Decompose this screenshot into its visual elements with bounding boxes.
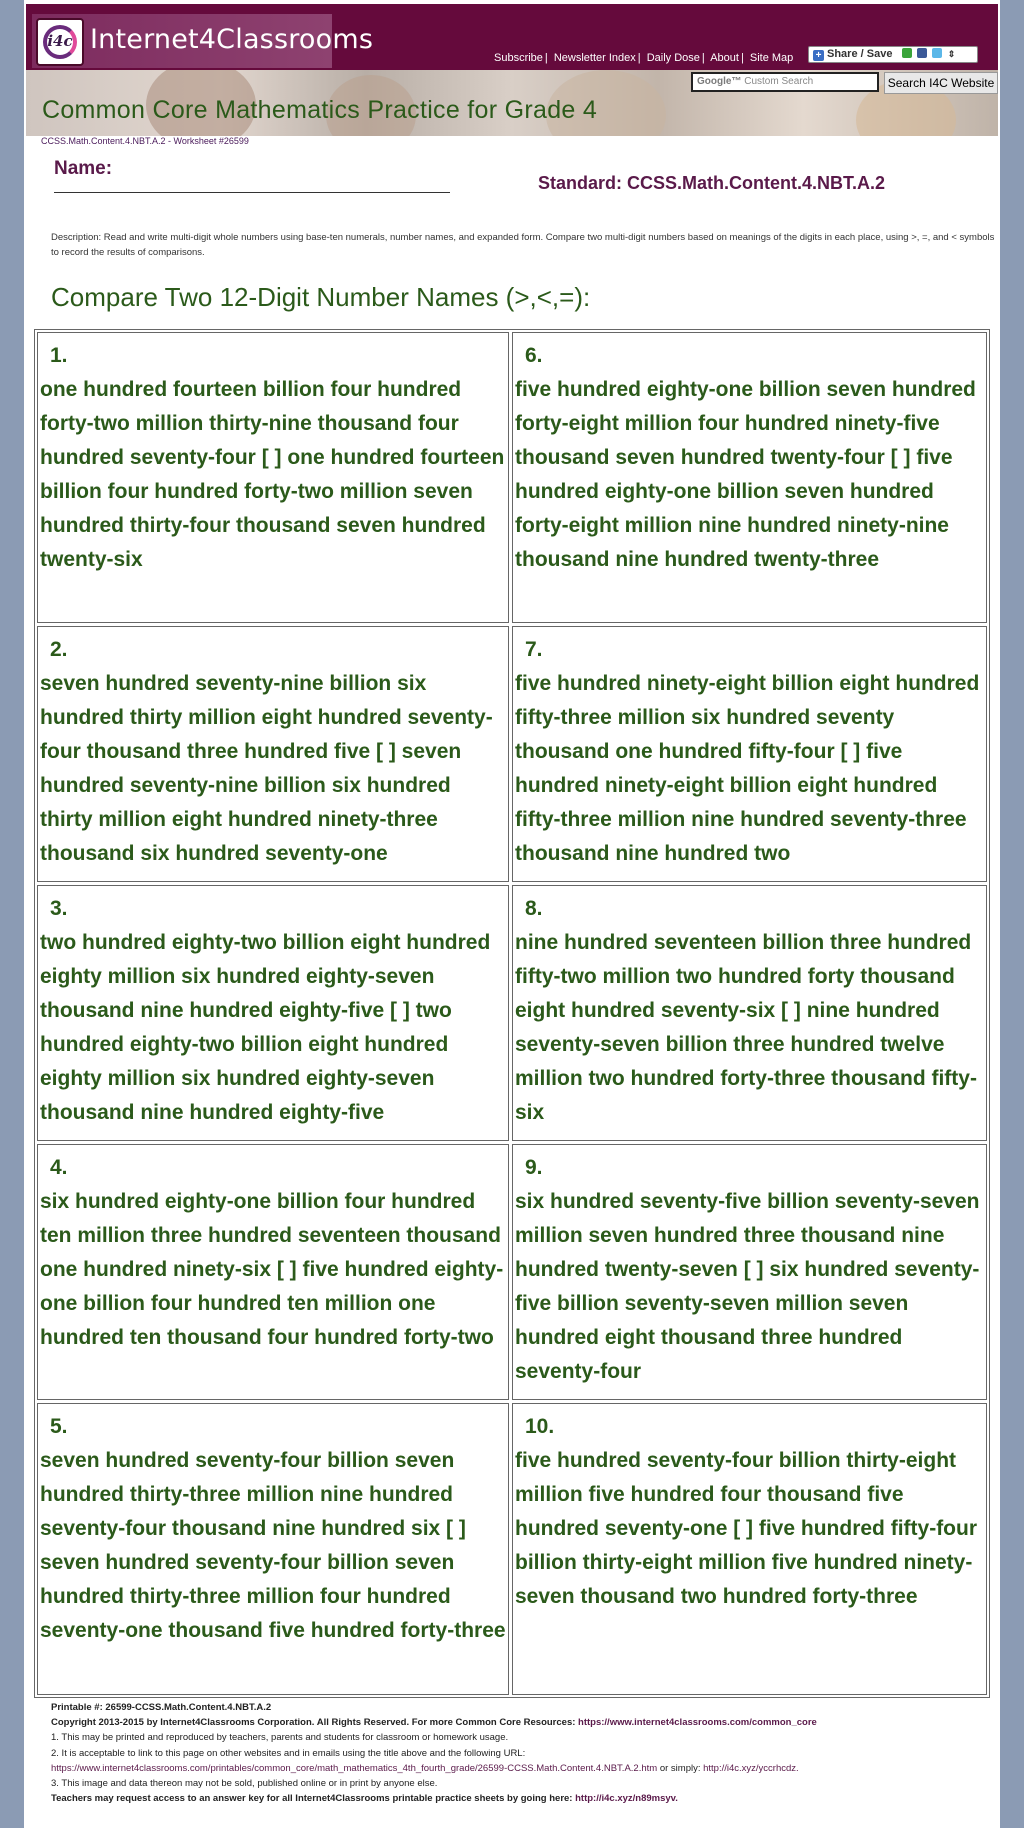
search-placeholder: Custom Search [744,76,814,87]
problem-number: 9. [525,1156,543,1179]
url-line [51,1761,995,1776]
url-or-text: or simply: [659,1762,701,1774]
google-logo: Google™ [697,76,742,87]
problem-cell-10 [512,1403,987,1695]
twitter-icon [932,48,942,58]
section-title: Compare Two 12-Digit Number Names (>,<,=): [51,282,591,312]
problem-number: 10. [525,1415,555,1438]
common-core-link[interactable]: https://www.internet4classrooms.com/common_core [578,1717,817,1729]
usage-note-3: 3. This image and data thereon may not be sold, published online or in print by anyone else. [51,1778,438,1790]
nav-about[interactable]: About [710,52,739,64]
top-nav [494,52,793,64]
problem-cell-4 [37,1144,509,1400]
logo-text: Internet4Classrooms [90,24,374,55]
page-banner [26,70,998,136]
problem-text: six hundred eighty-one billion four hundred ten million three hundred seventeen thousand one hundred ninety-six [ ] five hundred eighty-one billion four hundred ten million one hundred ten thousand four hundred forty-two [40,1190,504,1349]
name-line [54,192,450,193]
footer [51,1700,995,1806]
problem-text: five hundred eighty-one billion seven hundred forty-eight million four hundred ninety-five thousand seven hundred twenty-four [ ] five hundred eighty-one billion seven hundred forty-eight million nine hundred ninety-nine thousand nine hundred twenty-three [515,378,976,571]
problem-number: 3. [50,897,68,920]
answer-key-text: Teachers may request access to an answer key for all Internet4Classrooms printable practice sheets by going here: [51,1793,573,1805]
facebook-icon [917,48,927,58]
logo-badge-text: i4c [47,32,73,50]
copyright-line [51,1715,995,1730]
answer-key-line [51,1791,995,1806]
page-title: Common Core Mathematics Practice for Grade 4 [42,96,598,124]
share-label: Share / Save [827,48,893,60]
problem-text: two hundred eighty-two billion eight hundred eighty million six hundred eighty-seven thousand nine hundred eighty-five [ ] two hundred eighty-two billion eight hundred eighty million six hundred eighty-seven thousand nine hundred eighty-five [40,931,491,1124]
problem-cell-6 [512,332,987,623]
problem-number: 4. [50,1156,68,1179]
problem-number: 8. [525,897,543,920]
nav-newsletter-index[interactable]: Newsletter Index [553,52,636,64]
short-url-link[interactable]: http://i4c.xyz/yccrhcdz. [703,1762,799,1774]
copyright-text: Copyright 2013-2015 by Internet4Classrooms Corporation. All Rights Reserved. For more Common Core Resources: [51,1717,576,1729]
printable-number: Printable #: 26599-CCSS.Math.Content.4.NBT.A.2 [51,1702,272,1713]
share-green-icon [902,48,912,58]
share-save-button[interactable] [808,46,978,63]
search-button[interactable]: Search I4C Website [884,72,998,94]
problem-text: nine hundred seventeen billion three hundred fifty-two million two hundred forty thousand eight hundred seventy-six [ ] nine hundred seventy-seven billion three hundred twelve million two hundred forty-three thousand fifty-six [515,931,977,1124]
logo-badge-icon [36,18,84,66]
worksheet-url-link[interactable]: https://www.internet4classrooms.com/printables/common_core/math_mathematics_4th_fourth_grade/26599-CCSS.Math.Content.4.NBT.A.2.htm [51,1762,658,1774]
problem-cell-9 [512,1144,987,1400]
nav-separator: | [740,52,744,64]
problem-text: five hundred seventy-four billion thirty-eight million five hundred four thousand five hundred seventy-one [ ] five hundred fifty-four billion thirty-eight million five hundred ninety-seven thousand two hundred forty-three [515,1449,978,1608]
problem-grid [34,329,990,1698]
plus-icon: + [813,50,824,61]
standard-label: Standard: CCSS.Math.Content.4.NBT.A.2 [538,173,886,193]
site-logo[interactable] [32,14,374,68]
site-header [26,4,998,70]
problem-text: seven hundred seventy-nine billion six hundred thirty million eight hundred seventy-four thousand three hundred five [ ] seven hundred seventy-nine billion six hundred thirty million eight hundred ninety-three thousand six hundred seventy-one [40,672,493,865]
problem-cell-2 [37,626,509,882]
nav-site-map[interactable]: Site Map [749,52,794,64]
nav-separator: | [701,52,705,64]
problem-cell-5 [37,1403,509,1695]
name-label: Name: [54,158,113,179]
problem-text: five hundred ninety-eight billion eight hundred fifty-three million six hundred seventy thousand one hundred fifty-four [ ] five hundred ninety-eight billion eight hundred fifty-three million nine hundred seventy-three thousand nine hundred two [515,672,980,865]
problem-text: seven hundred seventy-four billion seven hundred thirty-three million nine hundred seventy-four thousand nine hundred six [ ] seven hundred seventy-four billion seven hundred thirty-three million four hundred seventy-one thousand five hundred forty-three [40,1449,506,1642]
problem-number: 5. [50,1415,68,1438]
problem-cell-1 [37,332,509,623]
nav-separator: | [544,52,548,64]
answer-key-link[interactable]: http://i4c.xyz/n89msyv. [575,1793,678,1805]
nav-subscribe[interactable]: Subscribe [494,52,543,64]
problem-text: six hundred seventy-five billion seventy-seven million seven hundred three thousand nine hundred twenty-seven [ ] six hundred seventy-five billion seventy-seven million seven hundred eight thousand three hundred seventy-four [515,1190,980,1383]
breadcrumb: CCSS.Math.Content.4.NBT.A.2 - Worksheet #26599 [41,136,249,146]
problem-number: 2. [50,638,68,661]
problem-cell-7 [512,626,987,882]
share-dropdown-icon: ⇕ [947,49,956,59]
description: Description: Read and write multi-digit whole numbers using base-ten numerals, number names, and expanded form. Compare two multi-digit numbers based on meanings of the digits in each place, using >, =, and < symbols to record the results of comparisons. [51,232,995,258]
problem-number: 6. [525,344,543,367]
problem-number: 1. [50,344,68,367]
problem-text: one hundred fourteen billion four hundred forty-two million thirty-nine thousand four hundred seventy-four [ ] one hundred fourteen billion four hundred forty-two million seven hundred thirty-four thousand seven hundred twenty-six [40,378,505,571]
search-input[interactable] [691,72,879,92]
problem-number: 7. [525,638,543,661]
page [24,0,1000,1828]
problem-cell-8 [512,885,987,1141]
nav-daily-dose[interactable]: Daily Dose [646,52,700,64]
problem-cell-3 [37,885,509,1141]
nav-separator: | [637,52,641,64]
usage-note-2: 2. It is acceptable to link to this page on other websites and in emails using the title above and the following URL: [51,1747,526,1759]
usage-note-1: 1. This may be printed and reproduced by teachers, parents and students for classroom or homework usage. [51,1732,509,1744]
